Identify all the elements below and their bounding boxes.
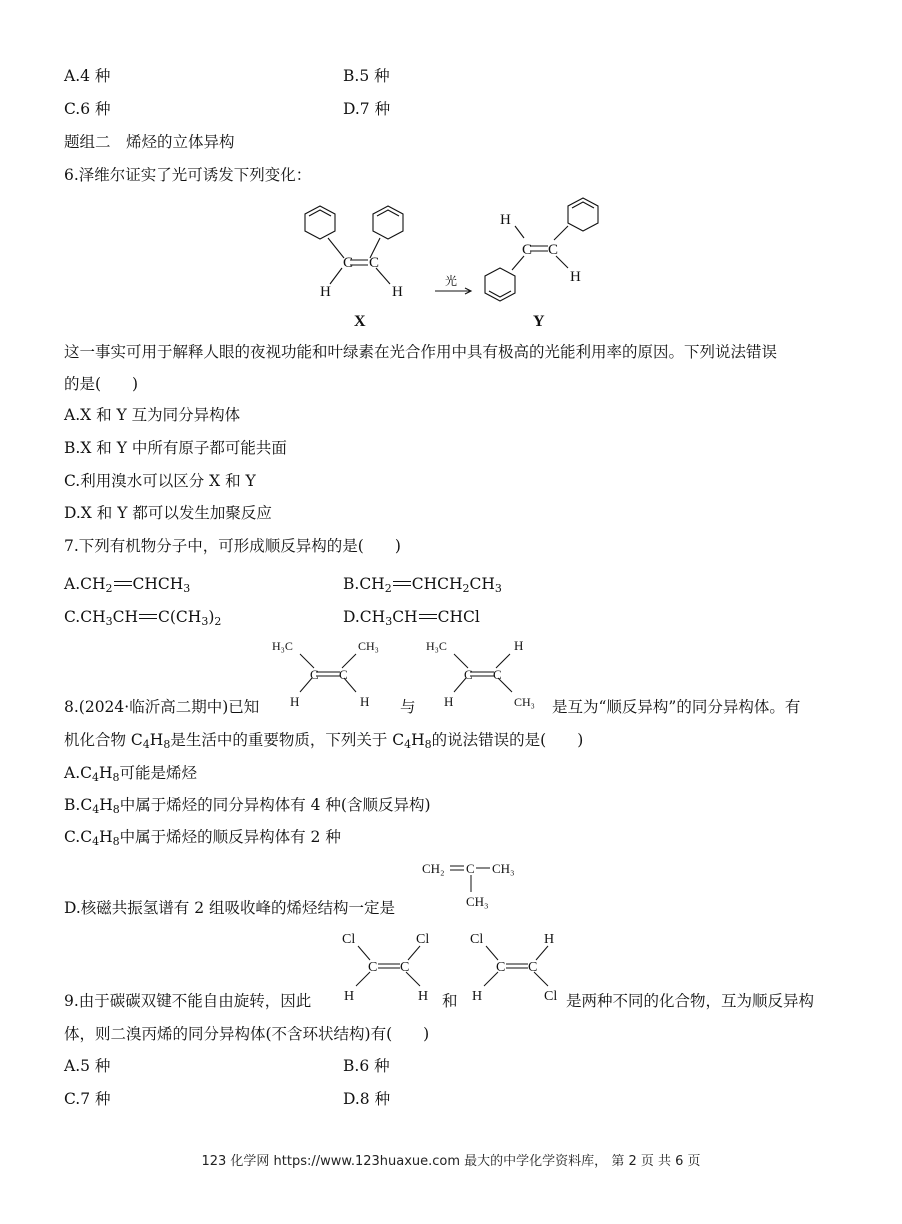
svg-text:C: C [464, 667, 473, 682]
q9-and: 和 [442, 992, 458, 1010]
svg-text:CH₂: CH₂ [422, 861, 445, 876]
q7-option-c: $C.CH_3CH$ $C(CH_3)_2$ [64, 608, 222, 628]
svg-text:C: C [368, 960, 378, 975]
y-carbon-1: C [522, 242, 533, 258]
q5-option-b: B.5 种 [343, 67, 390, 85]
svg-text:C: C [493, 667, 502, 682]
x-hydrogen-2: H [392, 284, 403, 300]
svg-text:H: H [418, 989, 429, 1004]
q8-option-a: $A.C_4H_8$可能是烯烃 [64, 764, 198, 784]
q8-stem-post: 是互为“顺反异构”的同分异构体。有 [552, 698, 801, 716]
q8-option-c: $C.C_4H_8$中属于烯烃的顺反异构体有 2 种 [64, 828, 341, 848]
svg-text:CH₃: CH₃ [358, 639, 379, 653]
svg-text:H: H [544, 932, 555, 947]
section-title: 题组二 烯烃的立体异构 [64, 133, 235, 151]
q7-stem: 7.下列有机物分子中，可形成顺反异构的是( ) [64, 537, 401, 555]
svg-text:H₃C: H₃C [272, 639, 293, 653]
x-carbon-1: C [343, 255, 354, 271]
svg-text:H: H [360, 694, 370, 709]
q6-option-a: A.X 和 Y 互为同分异构体 [64, 406, 241, 424]
svg-text:H: H [344, 989, 355, 1004]
q6-stem: 6.泽维尔证实了光可诱发下列变化： [64, 166, 312, 184]
q8-option-d: D.核磁共振氢谱有 2 组吸收峰的烯烃结构一定是 [64, 899, 396, 917]
q6-text-line1: 这一事实可用于解释人眼的夜视功能和叶绿素在光合作用中具有极高的光能利用率的原因。下列说法错误 [64, 343, 778, 361]
svg-text:C: C [310, 667, 319, 682]
q6-option-d: D.X 和 Y 都可以发生加聚反应 [64, 504, 272, 522]
svg-text:C: C [400, 960, 410, 975]
q7-option-b: $B.CH_2$ $CHCH_2CH_3$ [343, 575, 502, 595]
q8-and: 与 [400, 698, 416, 716]
svg-text:CH₃: CH₃ [514, 695, 535, 709]
y-label: Y [533, 313, 545, 330]
q8-line2: 机化合物 $C_4H_8$是生活中的重要物质，下列关于 $C_4H_8$的说法错误的是( ) [64, 731, 584, 751]
q9-option-d: D.8 种 [343, 1090, 391, 1108]
svg-text:CH₃: CH₃ [492, 861, 515, 876]
svg-text:H₃C: H₃C [426, 639, 447, 653]
svg-text:C: C [528, 960, 538, 975]
q8-stem-pre: 8.(2024·临沂高二期中)已知 [64, 698, 260, 716]
svg-text:Cl: Cl [342, 932, 356, 947]
q5-option-a: A.4 种 [64, 67, 111, 85]
svg-text:Cl: Cl [470, 932, 484, 947]
q6-reaction-figure [290, 198, 620, 330]
q9-option-b: B.6 种 [343, 1057, 390, 1075]
q7-option-a: $A.CH_2$ $CHCH_3$ [64, 575, 191, 595]
q6-text-line2: 的是( ) [64, 375, 139, 393]
q6-option-c: C.利用溴水可以区分 X 和 Y [64, 472, 256, 490]
svg-text:H: H [472, 989, 483, 1004]
q9-stem-post: 是两种不同的化合物，互为顺反异构 [566, 992, 815, 1010]
q8-trans-structure [426, 638, 551, 716]
y-carbon-2: C [548, 242, 559, 258]
q9-cis-structure [340, 928, 440, 1006]
q8-option-b: $B.C_4H_8$中属于烯烃的同分异构体有 4 种(含顺反异构) [64, 796, 431, 816]
light-arrow-label: 光 [445, 274, 458, 288]
q9-stem-pre: 9.由于碳碳双键不能自由旋转，因此 [64, 992, 312, 1010]
svg-text:Cl: Cl [416, 932, 430, 947]
svg-text:H: H [290, 694, 300, 709]
q5-option-c: C.6 种 [64, 100, 111, 118]
q8-cis-structure [272, 638, 392, 716]
x-label: X [354, 313, 366, 330]
svg-text:C: C [466, 861, 475, 876]
q9-line2: 体，则二溴丙烯的同分异构体(不含环状结构)有( ) [64, 1025, 430, 1043]
y-hydrogen-2: H [570, 269, 581, 285]
q5-option-d: D.7 种 [343, 100, 391, 118]
page-footer: 123 化学网 https://www.123huaxue.com 最大的中学化学资料库， 第 2 页 共 6 页 [201, 1154, 701, 1169]
q9-trans-structure [468, 928, 568, 1006]
q6-option-b: B.X 和 Y 中所有原子都可能共面 [64, 439, 287, 457]
svg-text:CH₃: CH₃ [466, 894, 489, 909]
x-hydrogen-1: H [320, 284, 331, 300]
x-carbon-2: C [369, 255, 380, 271]
y-hydrogen-1: H [500, 212, 511, 228]
svg-text:H: H [514, 638, 524, 653]
q8-optd-structure [422, 856, 532, 912]
q9-option-c: C.7 种 [64, 1090, 111, 1108]
q7-option-d: $D.CH_3CH$ CHCl [343, 608, 480, 628]
svg-text:H: H [444, 694, 454, 709]
svg-text:Cl: Cl [544, 989, 558, 1004]
q9-option-a: A.5 种 [64, 1057, 111, 1075]
svg-text:C: C [339, 667, 348, 682]
svg-text:C: C [496, 960, 506, 975]
